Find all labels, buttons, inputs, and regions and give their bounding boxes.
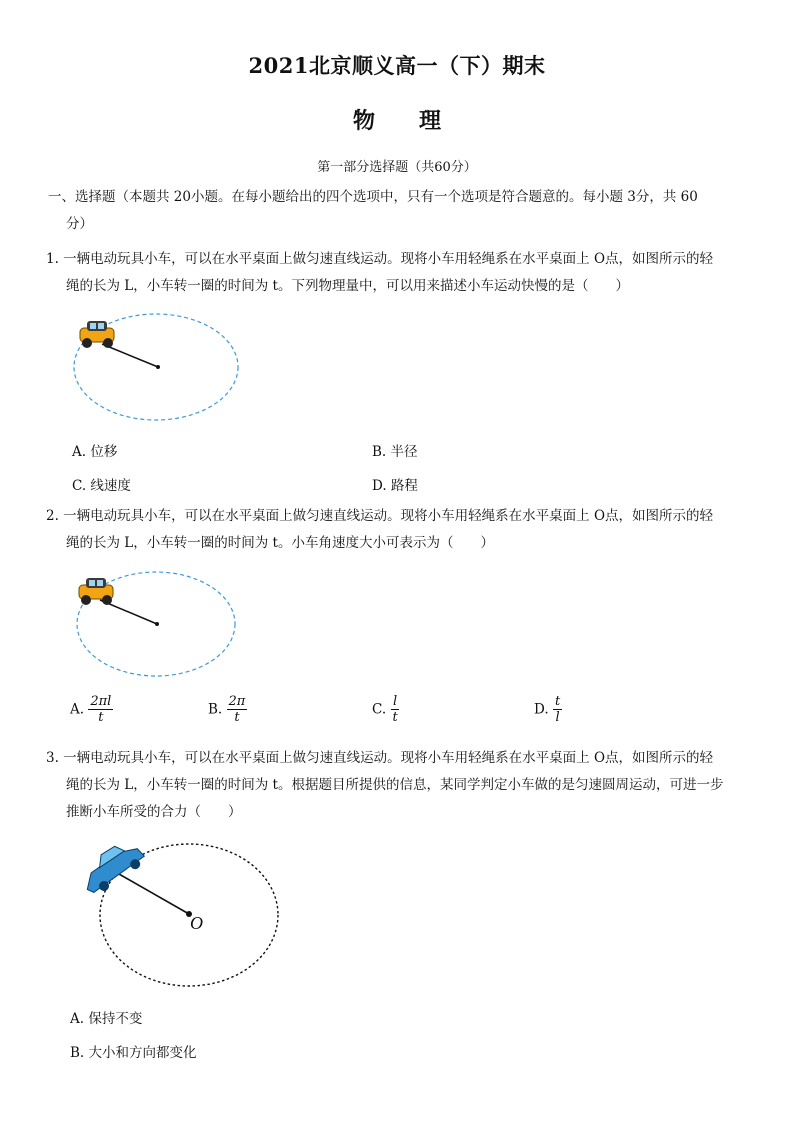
question-1-figure	[70, 312, 245, 424]
option-label: C.	[372, 701, 387, 718]
question-1-text	[46, 246, 766, 300]
q1-option-a[interactable]: A. 位移	[72, 444, 118, 460]
subject-title: 物 理	[352, 108, 441, 134]
q3-option-b[interactable]: B. 大小和方向都变化	[70, 1045, 197, 1061]
string-line	[102, 344, 158, 367]
toy-car-icon	[76, 838, 149, 899]
denominator: t	[392, 710, 398, 725]
numerator: 2πl	[90, 694, 112, 709]
q1-option-d[interactable]: D. 路程	[372, 478, 418, 494]
page-title: 2021北京顺义高一（下）期末	[248, 53, 546, 78]
instructions-line-1: 一、选择题（本题共 20小题。在每小题给出的四个选项中，只有一个选项是符合题意的。每小题 3分，共 60	[48, 189, 698, 205]
numerator: 2π	[228, 694, 246, 709]
numerator: t	[554, 694, 561, 709]
instructions-line-2: 分）	[66, 216, 93, 232]
question-1-line-2: 绳的长为 L，小车转一圈的时间为 t。下列物理量中，可以用来描述小车运动快慢的是（ ）	[66, 278, 629, 294]
toy-car-icon	[80, 321, 114, 348]
fraction	[227, 694, 248, 725]
denominator: l	[555, 710, 560, 725]
center-point	[156, 365, 160, 369]
question-2-line-1: 2. 一辆电动玩具小车，可以在水平桌面上做匀速直线运动。现将小车用轻绳系在水平桌面上 O点，如图所示的轻	[46, 508, 714, 524]
question-3-text	[46, 745, 766, 826]
q2-option-a[interactable]	[70, 694, 113, 725]
fraction	[390, 694, 399, 725]
center-label: O	[190, 913, 203, 933]
q2-option-b[interactable]	[208, 694, 247, 725]
question-3-figure	[76, 838, 286, 990]
q2-option-c[interactable]	[372, 694, 400, 725]
question-1-line-1: 1. 一辆电动玩具小车，可以在水平桌面上做匀速直线运动。现将小车用轻绳系在水平桌面上 O点，如图所示的轻	[46, 251, 714, 267]
question-3-line-1: 3. 一辆电动玩具小车，可以在水平桌面上做匀速直线运动。现将小车用轻绳系在水平桌面上 O点，如图所示的轻	[46, 750, 714, 766]
option-label: B.	[208, 701, 223, 718]
q3-option-a[interactable]: A. 保持不变	[70, 1011, 143, 1027]
instructions	[48, 184, 758, 238]
section-heading: 第一部分选择题（共60分）	[317, 160, 477, 175]
question-3-line-3: 推断小车所受的合力（ ）	[66, 804, 242, 820]
q1-option-b[interactable]: B. 半径	[372, 444, 418, 460]
fraction	[88, 694, 113, 725]
string-line	[112, 870, 189, 914]
question-2-figure	[70, 570, 242, 682]
question-2-text	[46, 503, 766, 557]
question-2-line-2: 绳的长为 L，小车转一圈的时间为 t。小车角速度大小可表示为（ ）	[66, 535, 494, 551]
q1-option-c[interactable]: C. 线速度	[72, 478, 131, 494]
denominator: t	[234, 710, 240, 725]
option-label: D.	[534, 701, 549, 718]
center-point	[155, 622, 159, 626]
option-label: A.	[70, 701, 85, 718]
numerator: l	[392, 694, 398, 709]
q2-option-d[interactable]	[534, 694, 562, 725]
question-3-line-2: 绳的长为 L，小车转一圈的时间为 t。根据题目所提供的信息，某同学判定小车做的是匀速圆周运动，可进一步	[66, 777, 724, 793]
fraction	[553, 694, 562, 725]
toy-car-icon	[79, 578, 113, 605]
denominator: t	[98, 710, 104, 725]
